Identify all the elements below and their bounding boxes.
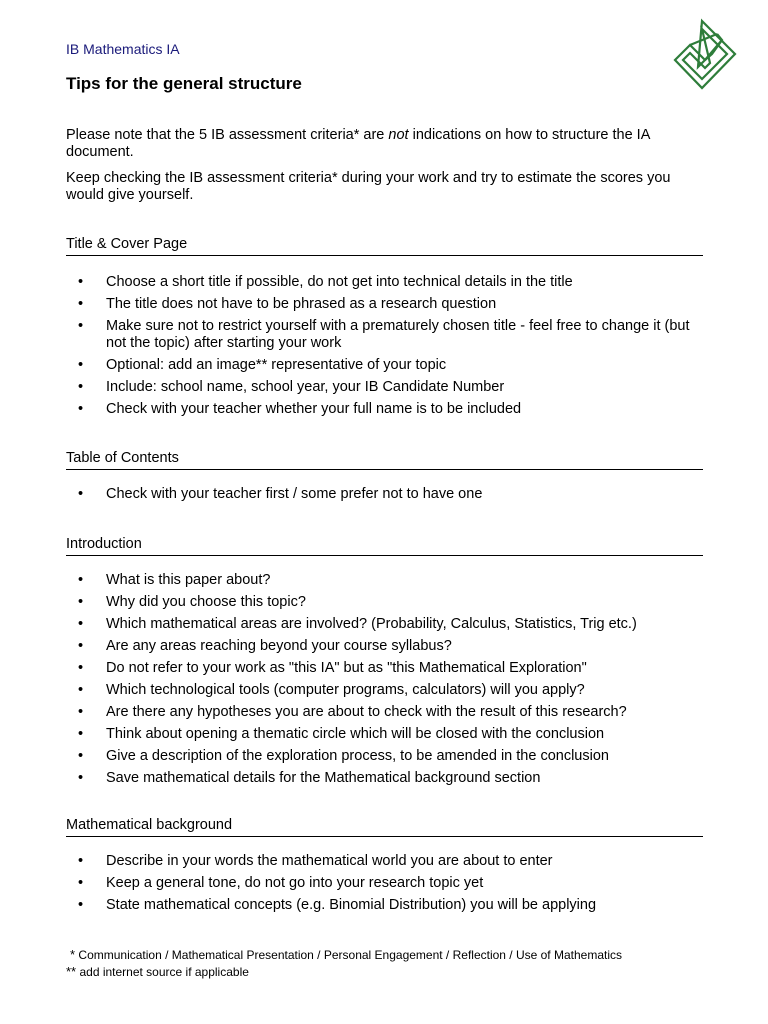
list-item: • Save mathematical details for the Mathematical background section xyxy=(78,770,541,786)
background-list xyxy=(66,853,706,919)
section-heading-cover: Title & Cover Page xyxy=(66,236,703,256)
list-item: • Are there any hypotheses you are about to check with the result of this research? xyxy=(78,704,627,720)
intro-paragraph-2: Keep checking the IB assessment criteria* during your work and try to estimate the scores you would give yourself. xyxy=(66,170,671,203)
list-item: • Think about opening a thematic circle which will be closed with the conclusion xyxy=(78,726,605,742)
list-item: • Keep a general tone, do not go into your research topic yet xyxy=(78,875,484,891)
document-title: Tips for the general structure xyxy=(66,74,302,93)
toc-list xyxy=(66,486,706,508)
list-item: • Give a description of the exploration process, to be amended in the conclusion xyxy=(78,748,609,764)
footnote-image-source: ** add internet source if applicable xyxy=(66,964,249,979)
list-item: • Include: school name, school year, your IB Candidate Number xyxy=(78,379,505,395)
list-item: • Which technological tools (computer programs, calculators) will you apply? xyxy=(78,682,585,698)
list-item: • Optional: add an image** representative of your topic xyxy=(78,357,447,373)
pen-in-diamond-logo-icon xyxy=(672,18,738,92)
list-item: • Choose a short title if possible, do not get into technical details in the title xyxy=(78,274,573,290)
list-item: • Describe in your words the mathematical world you are about to enter xyxy=(78,853,553,869)
list-item: • Check with your teacher whether your full name is to be included xyxy=(78,401,522,417)
list-item: • Why did you choose this topic? xyxy=(78,594,306,610)
list-item: • State mathematical concepts (e.g. Binomial Distribution) you will be applying xyxy=(78,897,597,913)
list-item: • Which mathematical areas are involved? (Probability, Calculus, Statistics, Trig etc.) xyxy=(78,616,637,632)
intro-paragraph-1: Please note that the 5 IB assessment criteria* are not indications on how to structure the IA document. xyxy=(66,127,650,160)
list-item: • What is this paper about? xyxy=(78,572,271,588)
list-item: • Make sure not to restrict yourself with a prematurely chosen title - feel free to change it (but not the topic) after starting your work xyxy=(78,318,690,351)
footnote-criteria: * Communication / Mathematical Presentation / Personal Engagement / Reflection / Use of Mathematics xyxy=(70,947,622,962)
introduction-list xyxy=(66,572,706,792)
list-item: • Check with your teacher first / some prefer not to have one xyxy=(78,486,483,502)
list-item: • Do not refer to your work as "this IA" but as "this Mathematical Exploration" xyxy=(78,660,587,676)
section-heading-toc: Table of Contents xyxy=(66,450,703,470)
section-heading-introduction: Introduction xyxy=(66,536,703,556)
section-heading-background: Mathematical background xyxy=(66,817,703,837)
list-item: • The title does not have to be phrased as a research question xyxy=(78,296,497,312)
cover-list xyxy=(66,274,706,423)
list-item: • Are any areas reaching beyond your course syllabus? xyxy=(78,638,452,654)
course-label: IB Mathematics IA xyxy=(66,41,180,57)
